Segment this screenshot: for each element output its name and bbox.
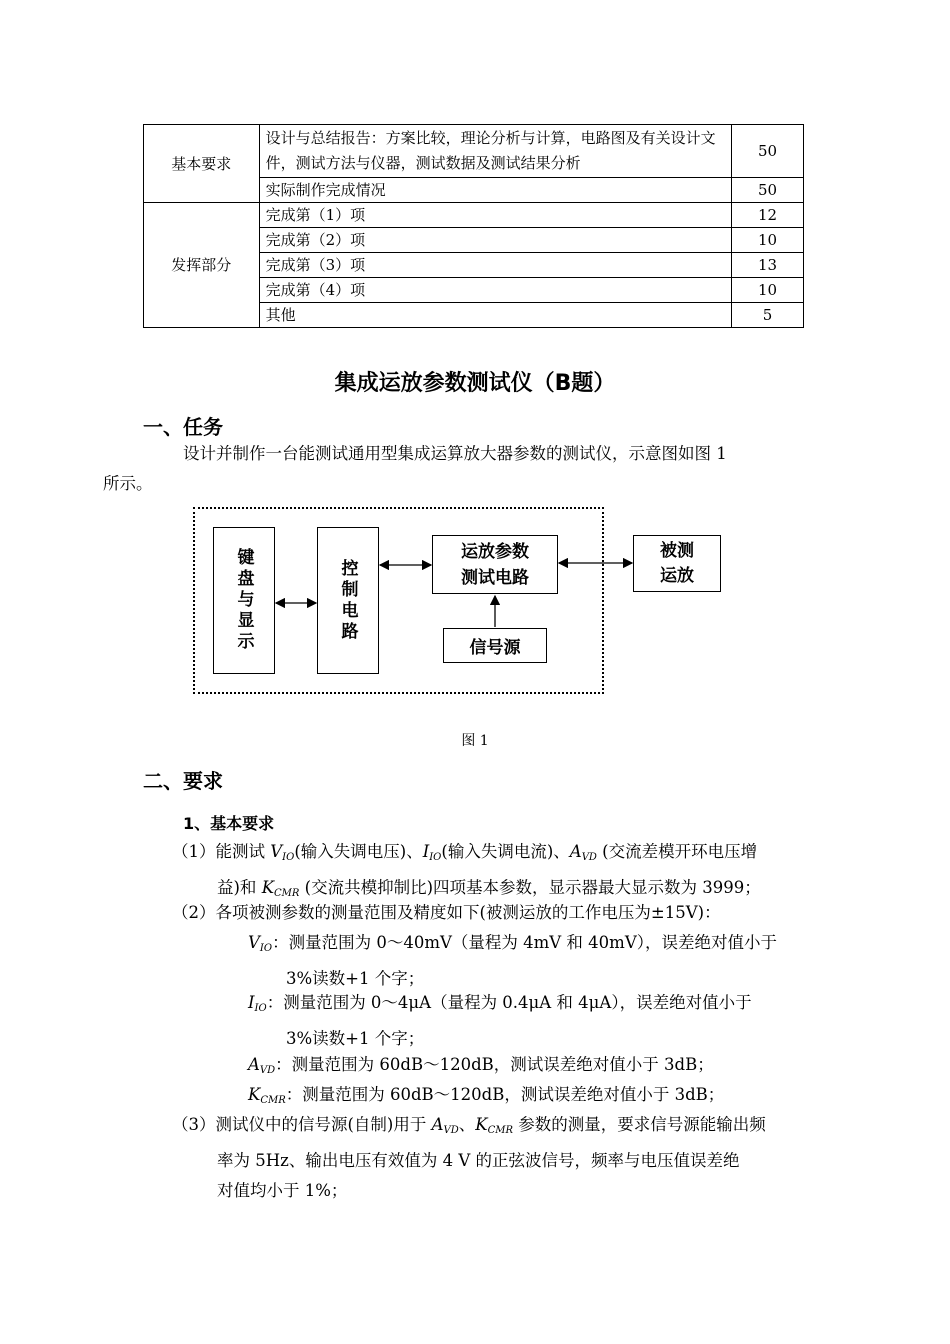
avd-text: ：测量范围为 60dB～120dB，测试误差绝对值小于 3dB； [275, 1055, 714, 1074]
table-cell-desc: 实际制作完成情况 [259, 178, 731, 203]
item1-text: (交流差模开环电压增 [596, 842, 758, 861]
test-circuit-label-1: 运放参数 [461, 541, 529, 562]
page-title: 集成运放参数测试仪（B题） [334, 371, 616, 396]
keyboard-display-label: 键盘与显示 [233, 548, 254, 653]
item3-text: 参数的测量，要求信号源能输出频 [513, 1115, 766, 1134]
symbol-a: A [248, 1055, 260, 1074]
item1-line1 [172, 837, 812, 873]
signal-source-label: 信号源 [469, 638, 521, 658]
iio-text: ：测量范围为 0～4μA（量程为 0.4μA 和 4μA），误差绝对值小于 [266, 993, 752, 1012]
item1-text: (交流共模抑制比)四项基本参数，显示器最大显示数为 3999； [299, 878, 761, 897]
figure-caption: 图 1 [461, 733, 489, 749]
test-circuit-label-2: 测试电路 [461, 567, 529, 588]
table-cell-desc: 完成第（3）项 [259, 253, 731, 278]
symbol-v: V [248, 933, 260, 952]
subscript-vd: VD [581, 852, 597, 863]
control-circuit-label: 控制电路 [337, 558, 358, 643]
table-cell-points: 10 [732, 228, 804, 253]
symbol-i: I [248, 993, 255, 1012]
table-cell-points: 50 [732, 178, 804, 203]
section-heading-requirements: 二、要求 [143, 769, 223, 793]
item3-text: （3）测试仪中的信号源(自制)用于 [172, 1115, 432, 1134]
subscript-io: IO [254, 1003, 267, 1014]
table-cell-category: 基本要求 [144, 125, 260, 203]
table-cell-points: 5 [732, 303, 804, 328]
symbol-v: V [270, 842, 283, 861]
subscript-io: IO [259, 943, 273, 954]
requirement-item-2: （2）各项被测参数的测量范围及精度如下(被测运放的工作电压为±15V)： [172, 903, 721, 922]
symbol-k: K [261, 878, 275, 897]
item3-text: 对值均小于 1%； [217, 1181, 348, 1200]
vio-text: 3%读数+1 个字； [286, 969, 425, 988]
table-cell-desc: 完成第（2）项 [259, 228, 731, 253]
symbol-a: A [569, 842, 582, 861]
item1-text: （1）能测试 [172, 842, 271, 861]
table-cell-category: 发挥部分 [144, 203, 260, 328]
dut-label-1: 被测 [660, 540, 694, 561]
section-heading-task: 一、任务 [143, 415, 223, 439]
item1-text: (输入失调电流)、 [441, 842, 570, 861]
table-cell-desc: 完成第（4）项 [259, 278, 731, 303]
table-cell-points: 10 [732, 278, 804, 303]
item1-text: 益)和 [217, 878, 262, 897]
subscript-vd: VD [259, 1065, 276, 1076]
kcmr-text: ：测量范围为 60dB～120dB，测试误差绝对值小于 3dB； [285, 1085, 725, 1104]
dut-label-2: 运放 [660, 565, 694, 586]
symbol-i: I [422, 842, 430, 861]
item3-text: 、 [458, 1115, 476, 1134]
symbol-k: K [248, 1085, 261, 1104]
table-cell-desc: 完成第（1）项 [259, 203, 731, 228]
subheading-basic: 1、基本要求 [183, 814, 275, 833]
item3-text: 率为 5Hz、输出电压有效值为 4 V 的正弦波信号，频率与电压值误差绝 [217, 1151, 740, 1170]
symbol-k: K [475, 1115, 488, 1134]
table-cell-points: 13 [732, 253, 804, 278]
table-cell-points: 50 [732, 125, 804, 178]
requirement-item-3 [172, 1110, 812, 1206]
subscript-io: IO [429, 852, 442, 863]
subscript-vd: VD [443, 1125, 459, 1136]
table-cell-desc: 其他 [259, 303, 731, 328]
subscript-cmr: CMR [487, 1125, 514, 1136]
table-cell-desc: 设计与总结报告：方案比较，理论分析与计算，电路图及有关设计文件，测试方法与仪器，测试数据及测试结果分析 [259, 125, 731, 178]
vio-range [248, 928, 813, 994]
task-text-line1: 设计并制作一台能测试通用型集成运算放大器参数的测试仪，示意图如图 1 [183, 444, 727, 463]
symbol-a: A [431, 1115, 444, 1134]
table-cell-points: 12 [732, 203, 804, 228]
subscript-io: IO [282, 852, 295, 863]
item1-text: (输入失调电压)、 [294, 842, 423, 861]
iio-range [248, 988, 813, 1054]
iio-text: 3%读数+1 个字； [286, 1029, 425, 1048]
vio-text: ：测量范围为 0～40mV（量程为 4mV 和 40mV），误差绝对值小于 [272, 933, 777, 952]
task-text-line2: 所示。 [103, 474, 153, 493]
subscript-cmr: CMR [260, 1095, 286, 1106]
subscript-cmr: CMR [274, 888, 300, 899]
